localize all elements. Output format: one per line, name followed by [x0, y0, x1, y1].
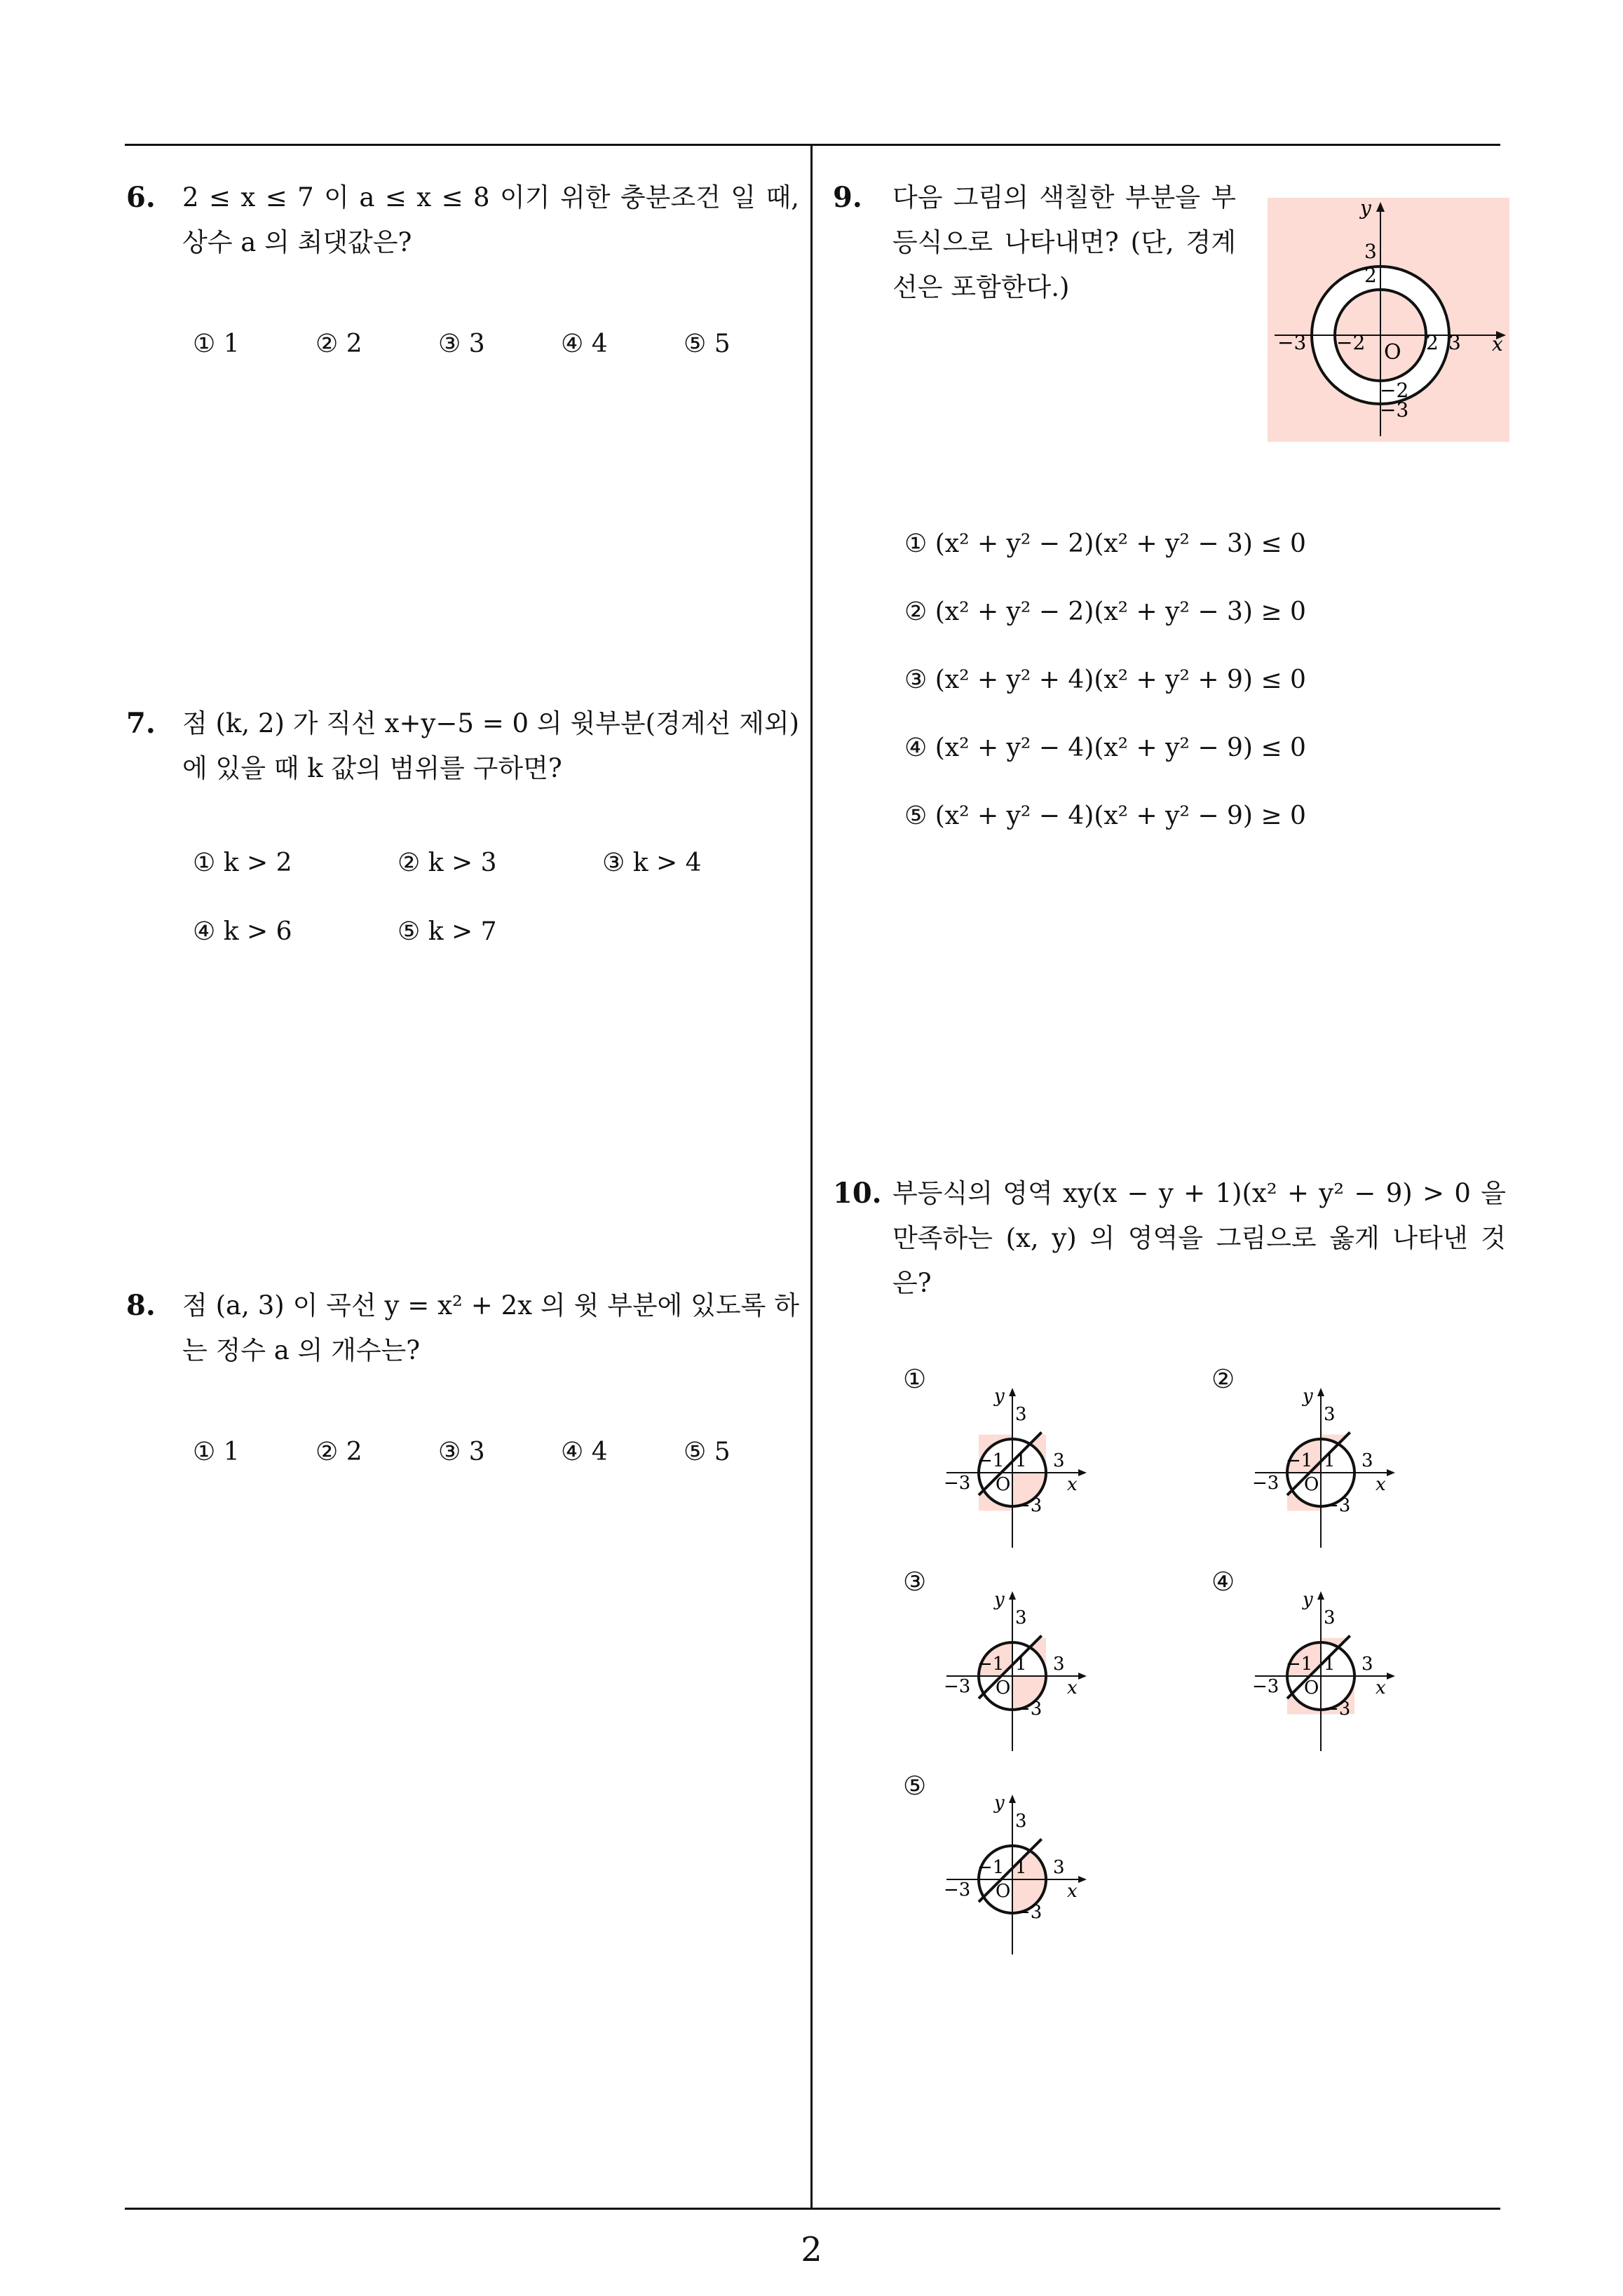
origin-label: O [1304, 1677, 1319, 1699]
y-axis-label: y [1303, 1386, 1313, 1407]
y-axis-label: y [994, 1792, 1005, 1814]
question-10 [833, 1171, 1506, 1298]
tick-label: 1 [1015, 1654, 1027, 1675]
tick-label: 3 [1324, 1607, 1336, 1628]
question-text: 점 (k, 2) 가 직선 x+y−5 = 0 의 윗부분(경계선 제외)에 있을 때 k 값의 범위를 구하면? [182, 708, 799, 783]
q10-figure-3[interactable] [942, 1588, 1093, 1757]
choice-4[interactable]: ④ (x² + y² − 4)(x² + y² − 9) ≤ 0 [904, 734, 1306, 762]
tick-label: 3 [1361, 1450, 1373, 1471]
tick-label: −3 [1015, 1699, 1043, 1720]
tick-label: −3 [1277, 331, 1307, 354]
origin-label: O [1384, 340, 1401, 365]
tick-label: 1 [1324, 1654, 1336, 1675]
x-axis-arrow [1078, 1876, 1087, 1883]
x-axis-arrow [1387, 1469, 1395, 1476]
tick-label: 2 [1364, 264, 1377, 287]
origin-label: O [1304, 1474, 1319, 1495]
tick-label: −1 [977, 1654, 1005, 1675]
tick-label: −1 [977, 1857, 1005, 1878]
question-8 [126, 1283, 799, 1368]
tick-label: 3 [1364, 240, 1377, 263]
question-number: 9. [833, 181, 862, 214]
y-axis-arrow [1009, 1795, 1016, 1803]
q10-figure-2[interactable] [1251, 1385, 1401, 1553]
tick-label: −3 [1252, 1473, 1279, 1494]
choice-3[interactable]: ③ (x² + y² + 4)(x² + y² + 9) ≤ 0 [904, 666, 1306, 694]
x-axis-arrow [1078, 1469, 1087, 1476]
y-axis-label: y [994, 1386, 1005, 1407]
y-axis-label: y [1360, 198, 1371, 220]
x-axis-label: x [1376, 1677, 1386, 1699]
tick-label: 3 [1324, 1404, 1336, 1425]
x-axis-arrow [1078, 1673, 1087, 1680]
q6-choices [193, 330, 796, 365]
choice-2[interactable]: ② k > 3 [398, 849, 497, 877]
choice-2[interactable]: ② (x² + y² − 2)(x² + y² − 3) ≥ 0 [904, 597, 1306, 626]
origin-label: O [996, 1881, 1011, 1902]
question-text: 부등식의 영역 xy(x − y + 1)(x² + y² − 9) > 0 을 만족하는 (x, y) 의 영역을 그림으로 옳게 나타낸 것은? [892, 1178, 1506, 1298]
tick-label: 1 [1324, 1450, 1336, 1471]
choice-2[interactable]: ② 2 [315, 330, 362, 358]
question-9 [833, 175, 1236, 316]
top-rule [125, 144, 1500, 146]
tick-label: −3 [1015, 1902, 1043, 1923]
tick-label: 2 [1426, 331, 1439, 354]
q9-choices [904, 529, 1479, 852]
question-number: 10. [833, 1177, 882, 1210]
y-axis-arrow [1317, 1591, 1324, 1600]
x-axis-arrow [1387, 1673, 1395, 1680]
choice-5[interactable]: ⑤ (x² + y² − 4)(x² + y² − 9) ≥ 0 [904, 802, 1306, 830]
choice-2[interactable]: ② 2 [315, 1438, 362, 1466]
tick-label: −3 [1252, 1676, 1279, 1697]
tick-label: −1 [1286, 1654, 1313, 1675]
q10-choice-2-mark[interactable]: ② [1211, 1364, 1235, 1394]
q10-figure-1[interactable] [942, 1385, 1093, 1553]
x-axis-label: x [1376, 1474, 1386, 1495]
choice-1[interactable]: ① 1 [193, 330, 240, 358]
q9-annulus-figure [1268, 198, 1509, 443]
origin-label: O [996, 1474, 1011, 1495]
q10-choice-3-mark[interactable]: ③ [903, 1567, 927, 1597]
choice-3[interactable]: ③ 3 [438, 330, 485, 358]
tick-label: 3 [1361, 1654, 1373, 1675]
choice-3[interactable]: ③ 3 [438, 1438, 485, 1466]
tick-label: −2 [1336, 331, 1366, 354]
y-axis-label: y [994, 1589, 1005, 1610]
choice-5[interactable]: ⑤ k > 7 [398, 917, 497, 946]
bottom-rule [125, 2208, 1500, 2210]
x-axis-label: x [1492, 332, 1503, 356]
choice-1[interactable]: ① k > 2 [193, 849, 292, 877]
x-axis-label: x [1067, 1881, 1078, 1902]
tick-label: −3 [1015, 1495, 1043, 1516]
choice-1[interactable]: ① (x² + y² − 2)(x² + y² − 3) ≤ 0 [904, 529, 1306, 558]
tick-label: −3 [1324, 1699, 1351, 1720]
choice-5[interactable]: ⑤ 5 [684, 330, 731, 358]
tick-label: 3 [1015, 1607, 1027, 1628]
tick-label: −1 [977, 1450, 1005, 1471]
question-number: 7. [126, 707, 156, 740]
choice-4[interactable]: ④ 4 [561, 330, 608, 358]
q10-choice-4-mark[interactable]: ④ [1211, 1567, 1235, 1597]
choice-4[interactable]: ④ 4 [561, 1438, 608, 1466]
question-number: 6. [126, 181, 156, 214]
question-6 [126, 175, 799, 259]
x-axis-label: x [1067, 1677, 1078, 1699]
tick-label: 3 [1053, 1654, 1065, 1675]
x-axis-label: x [1067, 1474, 1078, 1495]
tick-label: 3 [1448, 331, 1461, 354]
tick-label: 1 [1015, 1450, 1027, 1471]
q8-choices [193, 1438, 796, 1473]
tick-label: 3 [1015, 1811, 1027, 1832]
tick-label: 3 [1053, 1857, 1065, 1878]
tick-label: 3 [1053, 1450, 1065, 1471]
q7-choices [193, 849, 796, 946]
q10-choice-5-mark[interactable]: ⑤ [903, 1771, 927, 1801]
choice-3[interactable]: ③ k > 4 [602, 849, 702, 877]
question-7 [126, 701, 799, 785]
origin-label: O [996, 1677, 1011, 1699]
question-text: 점 (a, 3) 이 곡선 y = x² + 2x 의 윗 부분에 있도록 하는 정수 a 의 개수는? [182, 1290, 799, 1365]
y-axis-label: y [1303, 1589, 1313, 1610]
tick-label: −3 [944, 1473, 971, 1494]
y-axis-arrow [1009, 1591, 1016, 1600]
tick-label: 1 [1015, 1857, 1027, 1878]
q10-choice-1-mark[interactable]: ① [903, 1364, 927, 1394]
question-text: 다음 그림의 색칠한 부분을 부등식으로 나타내면? (단, 경계선은 포함한다.) [892, 182, 1236, 302]
q10-figure-5[interactable] [942, 1792, 1093, 1960]
question-text: 2 ≤ x ≤ 7 이 a ≤ x ≤ 8 이기 위한 충분조건 일 때, 상수 a 의 최댓값은? [182, 182, 799, 257]
question-number: 8. [126, 1289, 156, 1322]
tick-label: −3 [1380, 398, 1409, 421]
q10-figure-4[interactable] [1251, 1588, 1401, 1757]
tick-label: −2 [1380, 379, 1409, 402]
choice-1[interactable]: ① 1 [193, 1438, 240, 1466]
tick-label: −3 [944, 1879, 971, 1900]
tick-label: −3 [944, 1676, 971, 1697]
tick-label: −1 [1286, 1450, 1313, 1471]
tick-label: −3 [1324, 1495, 1351, 1516]
choice-4[interactable]: ④ k > 6 [193, 917, 292, 946]
choice-5[interactable]: ⑤ 5 [684, 1438, 731, 1466]
tick-label: 3 [1015, 1404, 1027, 1425]
y-axis-arrow [1317, 1388, 1324, 1396]
y-axis-arrow [1009, 1388, 1016, 1396]
page-number: 2 [801, 2230, 822, 2269]
column-divider [810, 144, 813, 2209]
